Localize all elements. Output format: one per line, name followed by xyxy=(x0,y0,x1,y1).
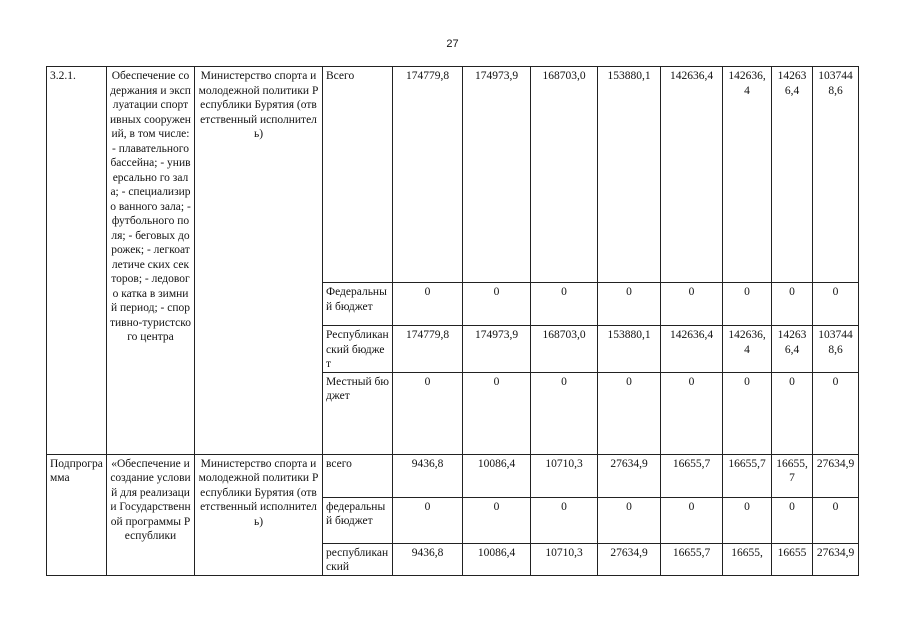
value-cell: 0 xyxy=(393,372,463,454)
value-cell: 10086,4 xyxy=(463,454,531,497)
value-cell: 142636,4 xyxy=(723,326,772,373)
value-cell: 27634,9 xyxy=(598,543,661,575)
row-code: Подпрограмма xyxy=(47,454,107,575)
row-executor: Министерство спорта и молодежной политики Республики Бурятия (ответственный исполнитель) xyxy=(195,454,323,575)
value-cell: 174973,9 xyxy=(463,326,531,373)
source-label: Республиканский бюджет xyxy=(323,326,393,373)
value-cell: 0 xyxy=(463,372,531,454)
table-row xyxy=(47,67,859,283)
value-cell: 1037448,6 xyxy=(813,326,859,373)
value-cell: 27634,9 xyxy=(813,543,859,575)
value-cell: 0 xyxy=(463,283,531,326)
value-cell: 9436,8 xyxy=(393,454,463,497)
value-cell: 142636,4 xyxy=(661,67,723,283)
table-row xyxy=(47,454,859,497)
value-cell: 168703,0 xyxy=(531,67,598,283)
value-cell: 174779,8 xyxy=(393,326,463,373)
value-cell: 153880,1 xyxy=(598,67,661,283)
value-cell: 0 xyxy=(772,497,813,543)
value-cell: 0 xyxy=(772,283,813,326)
row-name: «Обеспечение и создание условий для реализации Государственной программы Республики xyxy=(107,454,195,575)
value-cell: 10086,4 xyxy=(463,543,531,575)
value-cell: 16655, xyxy=(723,543,772,575)
value-cell: 0 xyxy=(723,372,772,454)
value-cell: 142636,4 xyxy=(723,67,772,283)
value-cell: 16655 xyxy=(772,543,813,575)
value-cell: 0 xyxy=(598,283,661,326)
value-cell: 10710,3 xyxy=(531,543,598,575)
value-cell: 153880,1 xyxy=(598,326,661,373)
page-number: 27 xyxy=(446,38,459,50)
value-cell: 0 xyxy=(531,497,598,543)
value-cell: 142636,4 xyxy=(772,67,813,283)
value-cell: 0 xyxy=(813,372,859,454)
row-executor: Министерство спорта и молодежной политики Республики Бурятия (ответственный исполнитель) xyxy=(195,67,323,455)
value-cell: 0 xyxy=(531,372,598,454)
value-cell: 0 xyxy=(661,283,723,326)
value-cell: 0 xyxy=(393,283,463,326)
value-cell: 0 xyxy=(813,283,859,326)
source-label: Местный бюджет xyxy=(323,372,393,454)
source-label: Всего xyxy=(323,67,393,283)
source-label: республиканский xyxy=(323,543,393,575)
source-label: Федеральный бюджет xyxy=(323,283,393,326)
value-cell: 10710,3 xyxy=(531,454,598,497)
value-cell: 16655,7 xyxy=(661,454,723,497)
source-label: всего xyxy=(323,454,393,497)
value-cell: 0 xyxy=(661,372,723,454)
value-cell: 16655,7 xyxy=(723,454,772,497)
value-cell: 16655,7 xyxy=(772,454,813,497)
value-cell: 0 xyxy=(813,497,859,543)
value-cell: 9436,8 xyxy=(393,543,463,575)
value-cell: 0 xyxy=(723,283,772,326)
value-cell: 16655,7 xyxy=(661,543,723,575)
value-cell: 0 xyxy=(463,497,531,543)
value-cell: 0 xyxy=(393,497,463,543)
value-cell: 1037448,6 xyxy=(813,67,859,283)
value-cell: 0 xyxy=(661,497,723,543)
source-label: федеральный бюджет xyxy=(323,497,393,543)
value-cell: 0 xyxy=(598,372,661,454)
value-cell: 0 xyxy=(723,497,772,543)
value-cell: 27634,9 xyxy=(813,454,859,497)
value-cell: 168703,0 xyxy=(531,326,598,373)
budget-table xyxy=(46,66,859,576)
value-cell: 27634,9 xyxy=(598,454,661,497)
value-cell: 0 xyxy=(772,372,813,454)
row-name: Обеспечение содержания и эксплуатации спортивных сооружений, в том числе: - плавательного бассейна; - универсально го зала; - специализиро ванного зала; - футбольного поля; - беговых дорожек; - легкоатлетиче ских секторов; - ледового катка в зимний период; - спортивно-туристского центра xyxy=(107,67,195,455)
value-cell: 142636,4 xyxy=(661,326,723,373)
row-code: 3.2.1. xyxy=(47,67,107,455)
value-cell: 174973,9 xyxy=(463,67,531,283)
value-cell: 174779,8 xyxy=(393,67,463,283)
value-cell: 0 xyxy=(531,283,598,326)
value-cell: 0 xyxy=(598,497,661,543)
value-cell: 142636,4 xyxy=(772,326,813,373)
